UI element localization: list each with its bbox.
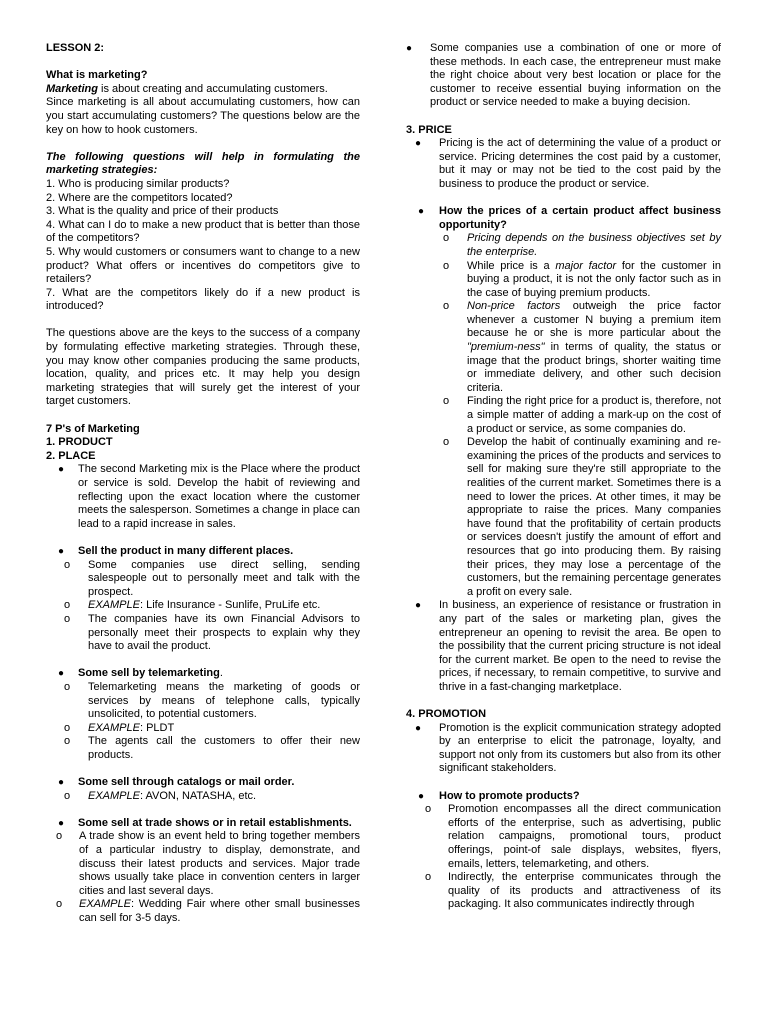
list-item xyxy=(406,300,721,395)
sub-marker: o xyxy=(64,599,71,612)
list-item xyxy=(46,667,360,681)
sub-marker: o xyxy=(64,735,71,748)
list-item xyxy=(406,260,721,301)
pldt-example: EXAMPLE: PLDT xyxy=(88,721,175,734)
list-item xyxy=(46,463,360,531)
question-1: 1. Who is producing similar products? xyxy=(46,177,230,190)
direct-communication-item: Promotion encompasses all the direct communication efforts of the enterprise, such as advertising, public relation campaigns, promotional tours, product offerings, point-of sale displays, websites, flyers, emails, letters, telemarketing, and others. xyxy=(448,803,721,870)
left-column xyxy=(46,42,360,926)
indirect-communication-item: Indirectly, the enterprise communicates through the quality of its products and attractiveness of its packaging. It also communicates indirectly through xyxy=(448,871,721,911)
direct-selling-item: Some companies use direct selling, sending salespeople out to personally meet and talk with the prospect. xyxy=(88,558,360,598)
list-item xyxy=(406,790,721,804)
sub-marker: o xyxy=(64,789,71,802)
list-item xyxy=(406,232,721,259)
list-item xyxy=(46,722,360,736)
list-item xyxy=(406,395,721,436)
bullet-marker: ● xyxy=(58,817,65,829)
list-item xyxy=(46,613,360,654)
list-item xyxy=(406,42,721,110)
combination-methods-item: Some companies use a combination of one or more of these methods. In each case, the entrepreneur must make the right choice about very best location or place for the customer to receive essential buying information on the product or service needed to make a buying decision. xyxy=(430,42,721,109)
re-examining-prices-item: Develop the habit of continually examining and re-examining the prices of the products and services to sell for making sure they're still appropriate to the realities of the current market. Sometimes there is a need to lower the prices. At other times, it may be appropriate to raise the prices. Many companies have found that the profitability of certain products or services doesn't justify the amount of effort and resources that go into producing them. By raising their prices, they may lose a percentage of the customers, but the remaining percentage generates a profit on every sale. xyxy=(467,436,721,598)
list-item xyxy=(46,830,360,898)
right-price-item: Finding the right price for a product is, therefore, not a simple matter of adding a mark-up on the cost of a product or service, as some companies do. xyxy=(467,395,721,435)
price-affect-bullet: How the prices of a certain product affect business opportunity? xyxy=(439,205,721,231)
financial-advisors-item: The companies have its own Financial Advisors to personally meet their prospects to explain why they have to avail the product. xyxy=(88,612,360,653)
list-item xyxy=(46,545,360,559)
list-item xyxy=(406,871,721,912)
sub-marker: o xyxy=(443,259,450,272)
sub-marker: o xyxy=(443,300,450,313)
resistance-frustration-item: In business, an experience of resistance or frustration in any part of the sales or marketing plan, gives the entrepreneur an opening to revisit the area. Be open to the possibility that the current pricing structure is not ideal for the current market. Be open to the need to revise the prices, if necessary, to remain competitive, to survive and thrive in a fast-changing marketplace. xyxy=(439,599,721,693)
lesson-title: LESSON 2: xyxy=(46,42,105,54)
sub-marker: o xyxy=(425,871,432,884)
list-item xyxy=(406,803,721,871)
place-description: The second Marketing mix is the Place where the product or service is sold. Develop the habit of reviewing and reflecting upon the exact location where the customer meets the salesperson. Sometimes a change in place can lead to a rapid increase in sales. xyxy=(78,463,360,530)
list-item xyxy=(406,722,721,776)
bullet-marker: ● xyxy=(415,600,422,612)
questions-heading: The following questions will help in formulating the marketing strategies: xyxy=(46,150,360,177)
list-item xyxy=(46,817,360,831)
list-item xyxy=(46,790,360,804)
bullet-marker: ● xyxy=(415,138,422,150)
list-item xyxy=(46,898,360,925)
avon-example: EXAMPLE: AVON, NATASHA, etc. xyxy=(88,789,257,802)
telemarketing-definition: Telemarketing means the marketing of goods or services by means of telephone calls, typically unsolicited, to potential customers. xyxy=(88,680,360,721)
promotion-heading: 4. PROMOTION xyxy=(406,708,487,721)
question-5: 5. Why would customers or consumers want to change to a new product? What offers or incentives do competitors give to retailers? xyxy=(46,245,360,286)
sub-marker: o xyxy=(443,232,450,245)
marketing-definition: Marketing is about creating and accumulating customers. xyxy=(46,82,328,95)
business-objectives-item: Pricing depends on the business objectives set by the enterprise. xyxy=(467,232,721,258)
non-price-factors-item: Non-price factors outweigh the price factor whenever a customer N buying a premium item because he or she is more particular about the "premium-ness" in terms of quality, the status or image that the product brings, shorter waiting time or immediate delivery, and other such decision criteria. xyxy=(467,300,721,394)
trade-shows-bullet: Some sell at trade shows or in retail establishments. xyxy=(78,816,352,829)
list-item xyxy=(406,205,721,232)
bullet-marker: ● xyxy=(58,464,65,476)
question-2: 2. Where are the competitors located? xyxy=(46,191,233,204)
bullet-marker: ● xyxy=(58,668,65,680)
place-heading: 2. PLACE xyxy=(46,449,96,462)
bullet-marker: ● xyxy=(418,790,425,802)
wedding-fair-example: EXAMPLE: Wedding Fair where other small businesses can sell for 3-5 days. xyxy=(79,898,360,924)
list-item xyxy=(46,681,360,722)
list-item xyxy=(46,776,360,790)
sub-marker: o xyxy=(64,612,71,625)
insurance-example: EXAMPLE: Life Insurance - Sunlife, PruLife etc. xyxy=(88,599,321,612)
sub-marker: o xyxy=(64,558,71,571)
telemarketing-bullet: Some sell by telemarketing. xyxy=(78,667,223,680)
pricing-definition: Pricing is the act of determining the value of a product or service. Pricing determines the cost paid by a customer, but it may or may not be tied to the cost paid by the business to produce the product or service. xyxy=(439,137,721,190)
list-item xyxy=(46,599,360,613)
many-places-bullet: Sell the product in many different places. xyxy=(78,544,294,557)
keys-paragraph: The questions above are the keys to the success of a company by formulating effective marketing strategies. Through these, you may know other companies producing the same products, location, quality, and prices etc. It may help you design marketing strategies that will surely get the interest of your target customers. xyxy=(46,327,360,408)
major-factor-item: While price is a major factor for the customer in buying a product, it is not the only factor such as in the case of buying premium products. xyxy=(467,259,721,299)
question-3: 3. What is the quality and price of their products xyxy=(46,205,279,218)
list-item xyxy=(46,559,360,600)
agents-call-item: The agents call the customers to offer their new products. xyxy=(88,735,360,761)
trade-show-definition: A trade show is an event held to bring together members of a particular industry to display, demonstrate, and discuss their latest products and services. Major trade shows usually take place in convention centers in larger cities and last several days. xyxy=(79,830,360,897)
catalogs-bullet: Some sell through catalogs or mail order. xyxy=(78,776,295,789)
bullet-marker: ● xyxy=(415,722,422,734)
sub-marker: o xyxy=(56,898,63,911)
list-item xyxy=(406,436,721,599)
bullet-marker: ● xyxy=(58,777,65,789)
sub-marker: o xyxy=(64,721,71,734)
seven-ps-heading: 7 P's of Marketing xyxy=(46,422,140,435)
question-4: 4. What can I do to make a new product that is better than those of the competitors? xyxy=(46,218,360,245)
list-item xyxy=(406,137,721,191)
bullet-marker: ● xyxy=(58,545,65,557)
what-is-marketing-heading: What is marketing? xyxy=(46,69,148,82)
product-heading: 1. PRODUCT xyxy=(46,436,113,449)
bullet-marker: ● xyxy=(406,43,413,54)
right-column xyxy=(406,42,721,912)
intro-paragraph: Since marketing is all about accumulating customers, how can you start accumulating customers? The questions below are the key on how to hook customers. xyxy=(46,96,360,136)
question-7: 7. What are the competitors likely do if a new product is introduced? xyxy=(46,286,360,313)
sub-marker: o xyxy=(56,830,63,843)
how-to-promote-bullet: How to promote products? xyxy=(439,789,580,802)
list-item xyxy=(406,599,721,694)
sub-marker: o xyxy=(443,436,450,449)
sub-marker: o xyxy=(425,803,432,816)
sub-marker: o xyxy=(443,395,450,408)
bullet-marker: ● xyxy=(418,206,425,218)
price-heading: 3. PRICE xyxy=(406,123,452,136)
list-item xyxy=(46,735,360,762)
sub-marker: o xyxy=(64,680,71,693)
promotion-definition: Promotion is the explicit communication strategy adopted by an enterprise to elicit the patronage, loyalty, and support not only from its customers but also from its other significant stakeholders. xyxy=(439,721,721,775)
